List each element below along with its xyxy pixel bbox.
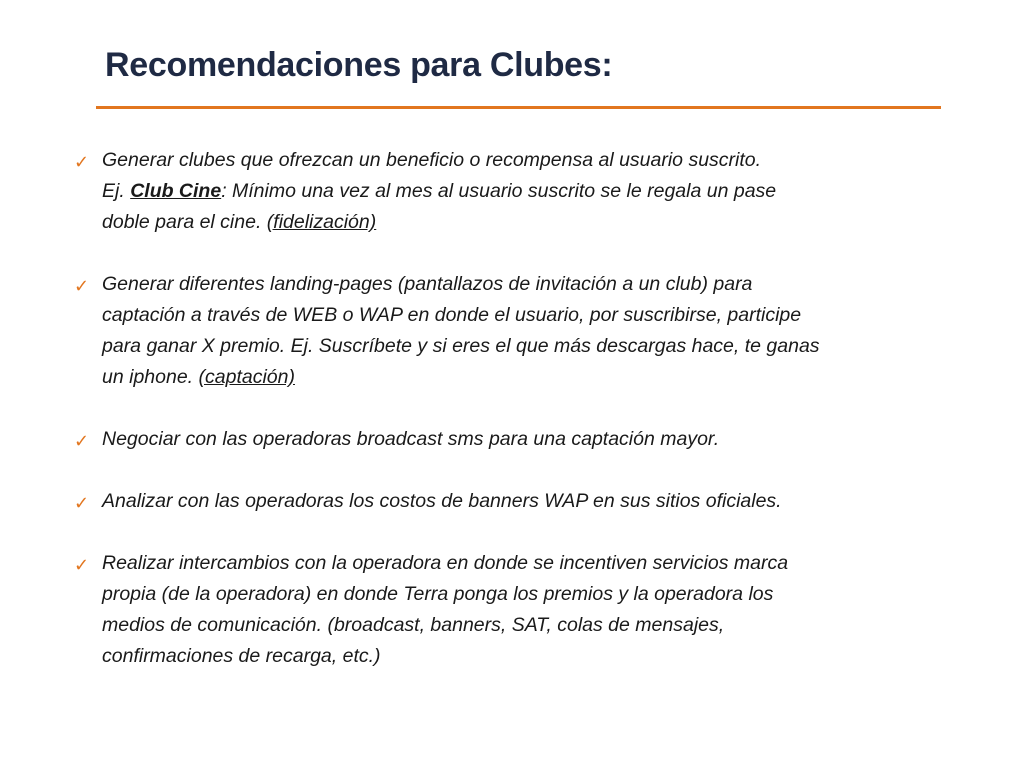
bullet-item-5: [70, 548, 950, 672]
checkmark-icon: ✓: [74, 493, 90, 513]
bullet-5-line-2: propia (de la operadora) en donde Terra ponga los premios y la operadora los: [102, 583, 774, 605]
bullet-5-line-4: confirmaciones de recarga, etc.): [102, 645, 381, 667]
bullet-list: [70, 145, 950, 703]
checkmark-icon: ✓: [74, 555, 90, 575]
club-cine-label: Club Cine: [130, 180, 222, 202]
bullet-5-line-1: Realizar intercambios con la operadora en donde se incentiven servicios marca: [102, 552, 789, 574]
bullet-1-line-2: [102, 176, 950, 207]
bullet-2-line-3: para ganar X premio. Ej. Suscríbete y si eres el que más descargas hace, te ganas: [102, 335, 820, 357]
bullet-2-line-2: captación a través de WEB o WAP en donde el usuario, por suscribirse, participe: [102, 304, 802, 326]
bullet-item-1: [70, 145, 950, 238]
bullet-item-3: [70, 424, 950, 455]
bullet-item-2: [70, 269, 950, 393]
bullet-1-line-1: Generar clubes que ofrezcan un beneficio o recompensa al usuario suscrito.: [102, 149, 762, 171]
checkmark-icon: ✓: [74, 152, 90, 172]
bullet-item-4: [70, 486, 950, 517]
captacion-tag: (captación): [198, 366, 295, 388]
bullet-1-line-3: [102, 207, 950, 238]
bullet-1-line-3-text: doble para el cine.: [102, 211, 267, 233]
title-underline: [96, 106, 941, 109]
checkmark-icon: ✓: [74, 276, 90, 296]
bullet-5-line-3: medios de comunicación. (broadcast, banners, SAT, colas de mensajes,: [102, 614, 725, 636]
checkmark-icon: ✓: [74, 431, 90, 451]
bullet-2-line-4: [102, 362, 950, 393]
bullet-1-example-prefix: Ej.: [102, 180, 131, 202]
bullet-4-line-1: Analizar con las operadoras los costos de banners WAP en sus sitios oficiales.: [102, 490, 782, 512]
fidelizacion-tag: (fidelización): [266, 211, 377, 233]
bullet-2-line-4-text: un iphone.: [102, 366, 199, 388]
bullet-1-example-text: : Mínimo una vez al mes al usuario suscrito se le regala un pase: [221, 180, 777, 202]
bullet-3-line-1: Negociar con las operadoras broadcast sms para una captación mayor.: [102, 428, 720, 450]
slide-title: Recomendaciones para Clubes:: [105, 46, 613, 84]
bullet-2-line-1: Generar diferentes landing-pages (pantallazos de invitación a un club) para: [102, 273, 753, 295]
